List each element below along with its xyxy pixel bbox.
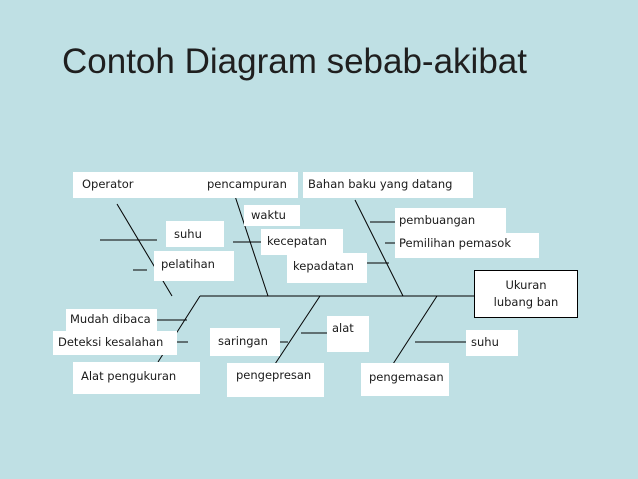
cause-suhu-bottom: suhu xyxy=(466,330,518,356)
bone-pengemasan xyxy=(393,296,437,364)
category-operator: Operator xyxy=(73,172,201,198)
effect-box xyxy=(474,270,578,318)
category-pengemasan: pengemasan xyxy=(361,363,449,396)
cause-mudah-dibaca: Mudah dibaca xyxy=(66,309,157,331)
cause-pelatihan: pelatihan xyxy=(154,251,234,281)
cause-saringan: saringan xyxy=(210,328,280,356)
cause-suhu-top: suhu xyxy=(166,221,224,247)
category-alat-pengukuran: Alat pengukuran xyxy=(73,362,200,394)
cause-waktu: waktu xyxy=(244,205,300,226)
cause-pemilihan-pemasok: Pemilihan pemasok xyxy=(395,233,539,258)
category-pengepresan: pengepresan xyxy=(227,363,324,397)
bone-operator xyxy=(117,204,172,296)
cause-kecepatan: kecepatan xyxy=(261,229,343,255)
cause-kepadatan: kepadatan xyxy=(287,253,367,283)
cause-deteksi-kesalahan: Deteksi kesalahan xyxy=(53,331,177,355)
effect-line2: lubang ban xyxy=(493,295,559,309)
page-title: Contoh Diagram sebab-akibat xyxy=(62,42,527,81)
bone-pengepresan xyxy=(275,296,320,364)
cause-pembuangan: pembuangan xyxy=(395,208,506,233)
effect-line1: Ukuran xyxy=(505,278,547,292)
category-bahan-baku: Bahan baku yang datang xyxy=(303,172,473,198)
cause-alat: alat xyxy=(327,316,369,352)
category-pencampuran: pencampuran xyxy=(201,172,298,198)
